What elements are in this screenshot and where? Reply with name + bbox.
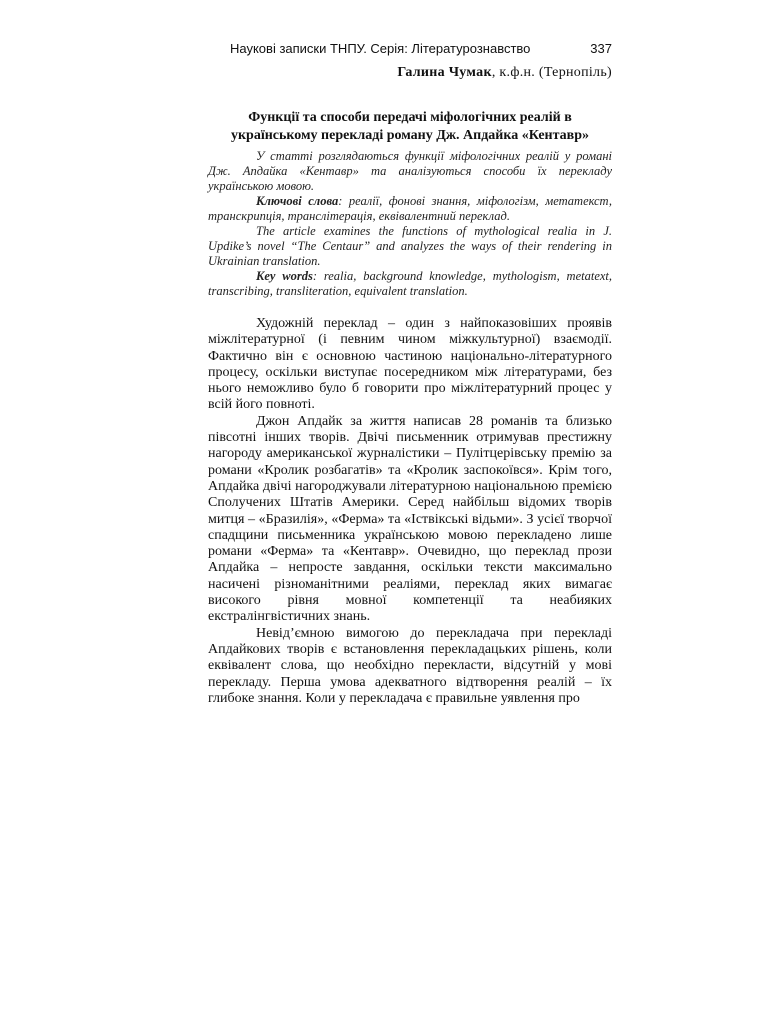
keywords-ua <box>208 194 612 224</box>
running-head <box>208 40 612 58</box>
journal-title: Наукові записки ТНПУ. Серія: Літературознавство <box>230 41 531 56</box>
keywords-ua-label: Ключові слова <box>256 194 339 208</box>
author-name: Галина Чумак <box>397 65 492 80</box>
keywords-en <box>208 269 612 299</box>
paragraph-2: Джон Апдайк за життя написав 28 романів та близько півсотні інших творів. Двічі письменник отримував престижну нагороду американської журналістики – Пулітцерівську премію за романи «Кролик розбагатів» та «Кролик заспокоївся». Крім того, Апдайка двічі нагороджували літературною національною премією Сполучених Штатів Америки. Серед найбільш відомих творів митця – «Бразилія», «Ферма» та «Іствікські відьми». З усієї творчої спадщини письменника українською мовою перекладено лише романи «Ферма» та «Кентавр». Очевидно, що переклад прози Апдайка – непросте завдання, оскільки тексти максимально насичені різноманітними реаліями, переклад яких вимагає високого рівня мовної компетенції та неабияких екстралінгвістичних знань. <box>208 413 612 625</box>
paragraph-1: Художній переклад – один з найпоказовіших проявів міжлітературної (і певним чином міжкультурної) взаємодії. Фактично він є основною частиною національно-літературного процесу, оскільки виступає посередником між літературами, без нього неможливо було б говорити про міжлітературний процес у всій його повноті. <box>208 316 612 413</box>
author-line <box>208 64 612 82</box>
document-page <box>208 40 612 707</box>
page-number: 337 <box>590 41 612 56</box>
paragraph-3: Невід’ємною вимогою до перекладача при перекладі Апдайкових творів є встановлення перекладацьких рішень, коли еквівалент слова, що необхідно перекласти, відсутній у мові перекладу. Перша умова адекватного відтворення реалій – їх глибоке знання. Коли у перекладача є правильне уявлення про <box>208 625 612 706</box>
article-body <box>208 316 612 707</box>
abstract-ua: У статті розглядаються функції міфологічних реалій у романі Дж. Апдайка «Кентавр» та аналізуються способи їх перекладу українською мовою. <box>208 149 612 193</box>
title-line-2: українському перекладі роману Дж. Апдайка «Кентавр» <box>230 128 590 143</box>
title-line-1: Функції та способи передачі міфологічних реалій в <box>248 110 572 125</box>
keywords-en-list: : realia, background knowledge, mythologism, metatext, transcribing, transliteration, equivalent translation. <box>208 269 613 298</box>
article-title <box>208 109 612 145</box>
author-details: , к.ф.н. (Тернопіль) <box>491 65 612 80</box>
abstract-en: The article examines the functions of mythological realia in J. Updike’s novel “The Centaur” and analyzes the ways of their rendering in Ukrainian translation. <box>208 224 612 268</box>
keywords-ua-list: : реалії, фонові знання, міфологізм, метатекст, транскрипція, транслітерація, еквівалентний переклад. <box>208 194 613 223</box>
keywords-en-label: Key words <box>256 269 313 283</box>
abstract <box>208 149 612 299</box>
